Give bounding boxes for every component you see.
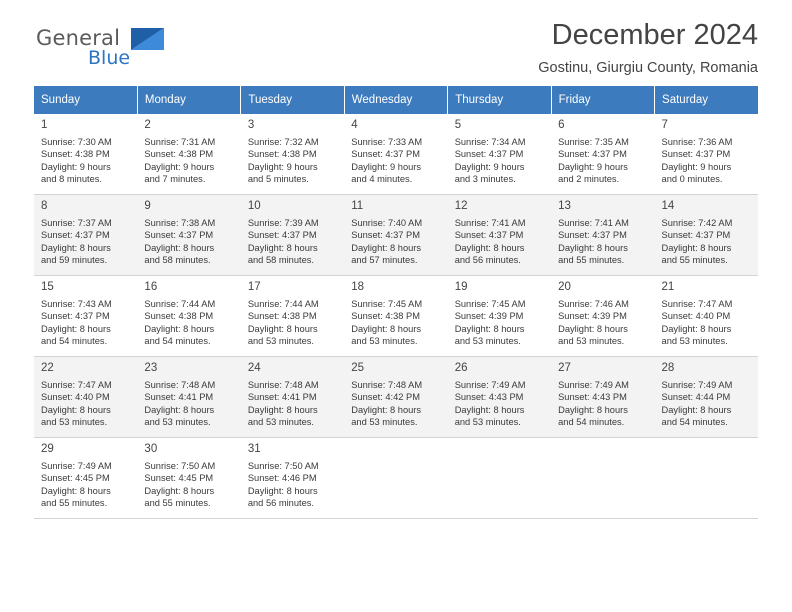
day-detail-line: and 56 minutes. — [454, 255, 521, 266]
day-detail-line: and 54 minutes. — [661, 417, 728, 428]
day-detail-line: and 54 minutes. — [41, 336, 108, 347]
day-cell-content — [34, 195, 137, 267]
day-detail-line: Daylight: 8 hours — [454, 323, 525, 334]
day-number: 31 — [247, 443, 261, 455]
logo-text-general: General — [36, 26, 121, 50]
calendar-day-cell[interactable] — [551, 357, 654, 438]
day-number: 13 — [558, 200, 571, 212]
day-cell-content — [551, 276, 654, 348]
day-detail-line: Sunrise: 7:49 AM — [558, 380, 629, 390]
day-detail-line: Sunrise: 7:36 AM — [661, 137, 733, 147]
calendar-day-cell[interactable] — [551, 195, 654, 276]
day-detail-line: Daylight: 9 hours — [41, 161, 111, 172]
day-cell-content — [448, 357, 551, 429]
day-detail-line: Sunrise: 7:43 AM — [41, 299, 112, 309]
day-number: 16 — [144, 281, 158, 293]
calendar-day-cell[interactable] — [241, 357, 344, 438]
day-detail-line: Daylight: 8 hours — [351, 404, 422, 415]
day-detail-line: Sunset: 4:38 PM — [351, 311, 420, 322]
day-detail-line: Sunset: 4:45 PM — [41, 473, 110, 484]
day-detail-line: Sunset: 4:37 PM — [558, 230, 627, 241]
calendar-day-cell[interactable] — [137, 357, 240, 438]
day-detail-line: Daylight: 9 hours — [144, 161, 215, 172]
day-detail-line: Daylight: 8 hours — [661, 404, 732, 415]
weekday-header-friday: Friday — [551, 86, 654, 114]
day-detail-line: and 3 minutes. — [454, 174, 516, 185]
day-number: 12 — [454, 200, 468, 212]
day-detail-line: Sunrise: 7:49 AM — [454, 380, 526, 390]
calendar-body — [34, 114, 758, 519]
day-detail-line: Daylight: 8 hours — [454, 242, 525, 253]
day-number: 1 — [41, 119, 48, 131]
day-detail-line: Daylight: 8 hours — [144, 323, 215, 334]
calendar-day-cell[interactable] — [344, 195, 447, 276]
day-number: 10 — [247, 200, 261, 212]
day-detail-line: Daylight: 8 hours — [144, 404, 215, 415]
day-number: 25 — [351, 362, 365, 374]
day-cell-content — [241, 195, 344, 267]
day-detail-line: and 53 minutes. — [454, 417, 521, 428]
location-subtitle: Gostinu, Giurgiu County, Romania — [538, 60, 758, 76]
day-cell-content — [34, 438, 137, 510]
day-detail-line: Sunset: 4:40 PM — [41, 392, 110, 403]
day-detail-line: Sunset: 4:37 PM — [454, 230, 524, 241]
day-detail-line: Sunrise: 7:45 AM — [454, 299, 526, 309]
day-number: 7 — [661, 119, 668, 131]
calendar-day-cell[interactable] — [137, 438, 240, 519]
day-cell-content — [344, 357, 447, 429]
day-cell-content — [137, 114, 240, 186]
day-number: 24 — [247, 362, 261, 374]
day-detail-line: Daylight: 8 hours — [144, 242, 215, 253]
page-title: December 2024 — [551, 19, 758, 51]
day-detail-line: Sunrise: 7:30 AM — [41, 137, 112, 147]
calendar-day-cell[interactable] — [344, 357, 447, 438]
calendar-day-cell[interactable] — [448, 357, 551, 438]
calendar-day-cell[interactable] — [34, 438, 137, 519]
day-detail-line: and 58 minutes. — [247, 255, 314, 266]
day-number: 9 — [144, 200, 151, 212]
day-cell-content — [551, 195, 654, 267]
calendar-day-cell[interactable] — [137, 114, 240, 195]
title-block — [198, 18, 758, 77]
day-detail-line: Sunset: 4:38 PM — [247, 149, 317, 160]
day-cell-content — [34, 357, 137, 429]
day-detail-line: Sunset: 4:38 PM — [41, 149, 110, 160]
day-detail-line: Daylight: 9 hours — [454, 161, 525, 172]
day-cell-content — [344, 438, 447, 510]
day-detail-line: Sunset: 4:43 PM — [558, 392, 627, 403]
calendar-empty-cell — [448, 438, 551, 519]
day-detail-line: Sunrise: 7:32 AM — [247, 137, 319, 147]
day-detail-line: Daylight: 8 hours — [247, 404, 318, 415]
weekday-header-sunday: Sunday — [34, 86, 137, 114]
calendar-day-cell[interactable] — [241, 276, 344, 357]
calendar-day-cell[interactable] — [34, 276, 137, 357]
day-detail-line: Sunrise: 7:48 AM — [247, 380, 319, 390]
day-detail-line: and 55 minutes. — [661, 255, 728, 266]
day-cell-content — [241, 114, 344, 186]
flag-icon — [131, 28, 164, 50]
calendar-day-cell[interactable] — [34, 114, 137, 195]
calendar-day-cell[interactable] — [655, 276, 758, 357]
day-detail-line: Daylight: 8 hours — [558, 404, 628, 415]
day-number: 11 — [351, 200, 364, 212]
day-detail-line: and 53 minutes. — [454, 336, 521, 347]
day-number: 4 — [351, 119, 358, 131]
day-detail-line: Sunset: 4:39 PM — [558, 311, 627, 322]
day-detail-line: Sunrise: 7:31 AM — [144, 137, 216, 147]
calendar-day-cell[interactable] — [448, 114, 551, 195]
weekday-header-saturday: Saturday — [655, 86, 758, 114]
day-detail-line: Sunrise: 7:42 AM — [661, 218, 733, 228]
day-number: 27 — [558, 362, 571, 374]
day-detail-line: Sunset: 4:37 PM — [247, 230, 317, 241]
day-detail-line: and 53 minutes. — [558, 336, 625, 347]
day-detail-line: and 56 minutes. — [247, 498, 314, 509]
day-detail-line: and 53 minutes. — [247, 336, 314, 347]
day-detail-line: Sunrise: 7:47 AM — [661, 299, 733, 309]
day-detail-line: Sunset: 4:37 PM — [41, 311, 110, 322]
day-detail-line: Daylight: 9 hours — [661, 161, 732, 172]
day-number: 2 — [144, 119, 151, 131]
day-detail-line: Sunrise: 7:40 AM — [351, 218, 423, 228]
day-number: 23 — [144, 362, 158, 374]
day-cell-content — [448, 438, 551, 510]
day-number: 29 — [41, 443, 54, 455]
calendar-empty-cell — [655, 438, 758, 519]
day-detail-line: and 4 minutes. — [351, 174, 413, 185]
day-detail-line: Sunrise: 7:35 AM — [558, 137, 629, 147]
day-detail-line: Daylight: 8 hours — [247, 242, 318, 253]
day-detail-line: Sunrise: 7:46 AM — [558, 299, 629, 309]
day-detail-line: Sunrise: 7:48 AM — [351, 380, 423, 390]
day-cell-content — [34, 114, 137, 186]
day-detail-line: and 53 minutes. — [351, 417, 418, 428]
day-cell-content — [655, 114, 758, 186]
calendar-day-cell[interactable] — [655, 114, 758, 195]
day-detail-line: Sunset: 4:39 PM — [454, 311, 524, 322]
day-detail-line: Sunset: 4:38 PM — [144, 311, 214, 322]
day-detail-line: Daylight: 8 hours — [144, 485, 215, 496]
calendar-empty-cell — [344, 438, 447, 519]
calendar-day-cell[interactable] — [137, 195, 240, 276]
calendar-table — [34, 86, 758, 519]
day-detail-line: Daylight: 8 hours — [454, 404, 525, 415]
day-detail-line: Sunrise: 7:48 AM — [144, 380, 216, 390]
day-cell-content — [655, 276, 758, 348]
day-cell-content — [137, 357, 240, 429]
day-detail-line: Sunset: 4:38 PM — [247, 311, 317, 322]
logo-text-blue: Blue — [88, 47, 131, 69]
day-number: 21 — [661, 281, 675, 293]
day-detail-line: Sunrise: 7:38 AM — [144, 218, 216, 228]
day-detail-line: Daylight: 8 hours — [351, 242, 422, 253]
day-cell-content — [551, 357, 654, 429]
day-detail-line: Daylight: 8 hours — [41, 404, 111, 415]
day-detail-line: and 2 minutes. — [558, 174, 620, 185]
calendar-day-cell[interactable] — [34, 195, 137, 276]
day-detail-line: Sunrise: 7:45 AM — [351, 299, 423, 309]
day-detail-line: Sunrise: 7:47 AM — [41, 380, 112, 390]
day-number: 28 — [661, 362, 675, 374]
day-number: 22 — [41, 362, 54, 374]
day-detail-line: and 57 minutes. — [351, 255, 418, 266]
day-detail-line: and 0 minutes. — [661, 174, 723, 185]
calendar-day-cell[interactable] — [551, 114, 654, 195]
weekday-header-thursday: Thursday — [448, 86, 551, 114]
day-detail-line: Daylight: 8 hours — [41, 485, 111, 496]
calendar-day-cell[interactable] — [448, 276, 551, 357]
day-detail-line: Daylight: 9 hours — [558, 161, 628, 172]
calendar-day-cell[interactable] — [241, 114, 344, 195]
calendar-day-cell[interactable] — [344, 276, 447, 357]
day-detail-line: Daylight: 9 hours — [351, 161, 422, 172]
day-number: 14 — [661, 200, 675, 212]
day-cell-content — [137, 438, 240, 510]
day-detail-line: Sunset: 4:37 PM — [351, 230, 420, 241]
day-detail-line: Daylight: 8 hours — [247, 485, 318, 496]
day-detail-line: and 54 minutes. — [144, 336, 211, 347]
day-cell-content — [241, 438, 344, 510]
day-detail-line: and 58 minutes. — [144, 255, 211, 266]
day-detail-line: Sunrise: 7:44 AM — [144, 299, 216, 309]
day-detail-line: Sunset: 4:37 PM — [661, 149, 731, 160]
day-detail-line: Daylight: 8 hours — [558, 323, 628, 334]
day-cell-content — [137, 195, 240, 267]
day-detail-line: Daylight: 8 hours — [661, 242, 732, 253]
day-cell-content — [344, 276, 447, 348]
day-cell-content — [551, 114, 654, 186]
day-cell-content — [344, 195, 447, 267]
calendar-day-cell[interactable] — [241, 438, 344, 519]
calendar-week-row — [34, 114, 758, 195]
day-detail-line: and 55 minutes. — [558, 255, 625, 266]
day-cell-content — [137, 276, 240, 348]
day-detail-line: Sunrise: 7:41 AM — [558, 218, 629, 228]
day-detail-line: Sunset: 4:37 PM — [41, 230, 110, 241]
day-detail-line: Sunrise: 7:37 AM — [41, 218, 112, 228]
day-detail-line: and 59 minutes. — [41, 255, 108, 266]
day-detail-line: Sunset: 4:41 PM — [144, 392, 214, 403]
calendar-day-cell[interactable] — [137, 276, 240, 357]
day-detail-line: Sunset: 4:46 PM — [247, 473, 317, 484]
day-detail-line: and 53 minutes. — [41, 417, 108, 428]
day-number: 26 — [454, 362, 468, 374]
day-detail-line: Daylight: 8 hours — [247, 323, 318, 334]
day-number: 15 — [41, 281, 54, 293]
day-detail-line: Sunrise: 7:34 AM — [454, 137, 526, 147]
day-detail-line: and 55 minutes. — [41, 498, 108, 509]
day-detail-line: Daylight: 9 hours — [247, 161, 318, 172]
day-number: 6 — [558, 119, 565, 131]
day-cell-content — [344, 114, 447, 186]
day-detail-line: Sunset: 4:37 PM — [454, 149, 524, 160]
calendar-header-row — [34, 86, 758, 114]
day-detail-line: and 53 minutes. — [661, 336, 728, 347]
day-detail-line: and 53 minutes. — [351, 336, 418, 347]
day-detail-line: Sunrise: 7:33 AM — [351, 137, 423, 147]
day-number: 20 — [558, 281, 571, 293]
calendar-day-cell[interactable] — [241, 195, 344, 276]
calendar-day-cell[interactable] — [655, 195, 758, 276]
day-number: 3 — [247, 119, 255, 131]
day-number: 17 — [247, 281, 261, 293]
day-detail-line: and 55 minutes. — [144, 498, 211, 509]
day-detail-line: Sunrise: 7:50 AM — [144, 461, 216, 471]
day-detail-line: Daylight: 8 hours — [558, 242, 628, 253]
day-cell-content — [448, 276, 551, 348]
day-cell-content — [655, 195, 758, 267]
day-cell-content — [241, 357, 344, 429]
calendar-empty-cell — [551, 438, 654, 519]
day-detail-line: and 8 minutes. — [41, 174, 102, 185]
day-cell-content — [34, 276, 137, 348]
calendar-day-cell[interactable] — [551, 276, 654, 357]
day-detail-line: and 5 minutes. — [247, 174, 309, 185]
calendar-day-cell[interactable] — [344, 114, 447, 195]
day-detail-line: Sunset: 4:37 PM — [144, 230, 214, 241]
page-header — [34, 0, 758, 86]
day-detail-line: Sunset: 4:37 PM — [351, 149, 420, 160]
day-detail-line: Sunrise: 7:41 AM — [454, 218, 526, 228]
day-detail-line: Sunset: 4:38 PM — [144, 149, 214, 160]
day-detail-line: and 54 minutes. — [558, 417, 625, 428]
day-detail-line: Sunrise: 7:49 AM — [41, 461, 112, 471]
calendar-day-cell[interactable] — [655, 357, 758, 438]
day-detail-line: Sunset: 4:43 PM — [454, 392, 524, 403]
day-cell-content — [448, 114, 551, 186]
day-detail-line: Sunrise: 7:39 AM — [247, 218, 319, 228]
day-number: 18 — [351, 281, 365, 293]
weekday-header-tuesday: Tuesday — [241, 86, 344, 114]
calendar-day-cell[interactable] — [448, 195, 551, 276]
day-detail-line: Sunset: 4:42 PM — [351, 392, 420, 403]
day-number: 8 — [41, 200, 48, 212]
day-detail-line: Sunset: 4:37 PM — [558, 149, 627, 160]
day-detail-line: Daylight: 8 hours — [41, 323, 111, 334]
day-number: 30 — [144, 443, 158, 455]
day-cell-content — [241, 276, 344, 348]
day-cell-content — [655, 357, 758, 429]
day-detail-line: Sunset: 4:41 PM — [247, 392, 317, 403]
calendar-week-row — [34, 195, 758, 276]
day-detail-line: and 53 minutes. — [144, 417, 211, 428]
day-detail-line: Daylight: 8 hours — [351, 323, 422, 334]
day-cell-content — [551, 438, 654, 510]
day-detail-line: Daylight: 8 hours — [661, 323, 732, 334]
weekday-header-wednesday: Wednesday — [344, 86, 447, 114]
day-number: 5 — [454, 119, 462, 131]
day-detail-line: Sunset: 4:40 PM — [661, 311, 731, 322]
calendar-week-row — [34, 357, 758, 438]
day-cell-content — [448, 195, 551, 267]
calendar-week-row — [34, 438, 758, 519]
calendar-week-row — [34, 276, 758, 357]
day-detail-line: Sunrise: 7:44 AM — [247, 299, 319, 309]
day-number: 19 — [454, 281, 468, 293]
calendar-day-cell[interactable] — [34, 357, 137, 438]
day-detail-line: Sunrise: 7:49 AM — [661, 380, 733, 390]
weekday-header-monday: Monday — [137, 86, 240, 114]
day-detail-line: Sunrise: 7:50 AM — [247, 461, 319, 471]
day-detail-line: and 7 minutes. — [144, 174, 206, 185]
day-detail-line: Sunset: 4:45 PM — [144, 473, 214, 484]
day-detail-line: and 53 minutes. — [247, 417, 314, 428]
day-detail-line: Sunset: 4:44 PM — [661, 392, 731, 403]
day-detail-line: Sunset: 4:37 PM — [661, 230, 731, 241]
day-detail-line: Daylight: 8 hours — [41, 242, 111, 253]
day-cell-content — [655, 438, 758, 510]
